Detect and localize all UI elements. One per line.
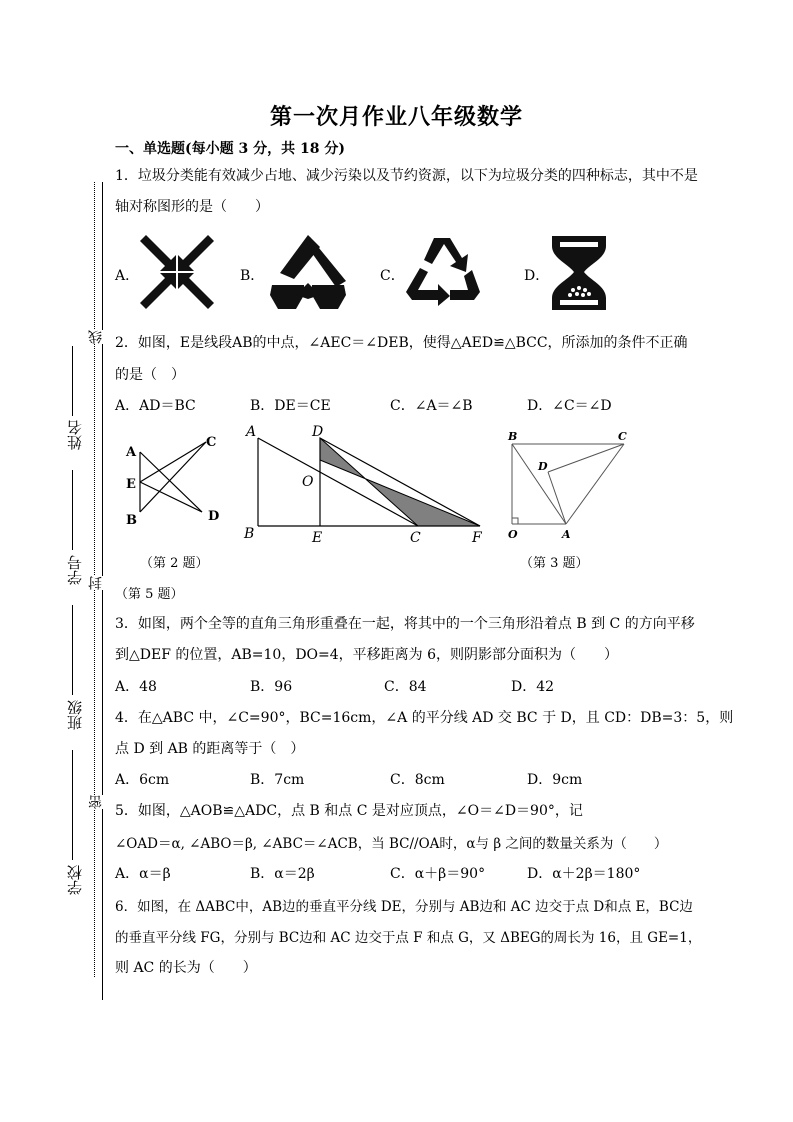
q3-option-d[interactable]: D．42 xyxy=(511,679,555,695)
q2-option-b[interactable]: B．DE＝CE xyxy=(250,398,331,414)
figure-q2 xyxy=(118,428,228,528)
fig2-caption: （第 2 题） xyxy=(140,556,209,571)
q4-text-line1: 4．在△ABC 中，∠C=90°，BC=16cm，∠A 的平分线 AD 交 BC 于 D，且 CD：DB=3：5，则 xyxy=(115,710,734,726)
q2-option-d[interactable]: D．∠C＝∠D xyxy=(527,398,612,414)
fig3-label-a: A xyxy=(562,528,571,541)
fig2-label-d: D xyxy=(208,509,220,524)
q1-option-a-symbol[interactable] xyxy=(138,233,216,311)
binding-solid-line xyxy=(102,182,103,1000)
figmid-label-d: D xyxy=(312,424,324,440)
q6-text-line1: 6．如图，在 ΔABC中，AB边的垂直平分线 DE，分别与 AB边和 AC 边交于点 D和点 E，BC边 xyxy=(115,899,693,915)
fig3-label-o: O xyxy=(508,528,518,541)
fig5-caption: （第 5 题） xyxy=(115,587,184,602)
q1-option-a-label: A． xyxy=(115,268,140,284)
q1-option-d-symbol[interactable] xyxy=(548,234,610,312)
class-field[interactable] xyxy=(72,605,73,695)
figmid-label-a: A xyxy=(246,424,257,440)
fig3-label-b: B xyxy=(508,430,518,443)
q3-option-c[interactable]: C．84 xyxy=(384,679,427,695)
fig3-label-c: C xyxy=(618,430,627,443)
q3-option-a[interactable]: A．48 xyxy=(115,679,157,695)
side-mark-feng: 封 xyxy=(88,576,104,590)
side-mark-xian: 线 xyxy=(88,330,104,344)
figure-translation xyxy=(240,420,495,545)
name-field[interactable] xyxy=(72,346,73,416)
q1-option-c-label: C． xyxy=(380,268,405,284)
q3-text-line2: 到△DEF 的位置，AB=10，DO=4，平移距离为 6，则阴影部分面积为（ ） xyxy=(115,647,619,663)
q1-option-b-label: B． xyxy=(240,268,265,284)
school-label: 学校 xyxy=(66,865,84,895)
fig2-label-b: B xyxy=(126,513,137,528)
q5-option-c[interactable]: C．α＋β＝90° xyxy=(390,866,486,882)
q1-option-b-symbol[interactable] xyxy=(266,233,350,311)
q5-option-b[interactable]: B．α＝2β xyxy=(250,866,315,882)
q4-option-d[interactable]: D．9cm xyxy=(527,772,583,788)
q5-option-a[interactable]: A．α＝β xyxy=(115,866,171,882)
q5-text-line1: 5．如图，△AOB≌△ADC，点 B 和点 C 是对应顶点，∠O＝∠D＝90°，记 xyxy=(115,803,583,819)
fig2-label-e: E xyxy=(126,477,136,492)
q1-text-line2: 轴对称图形的是（ ） xyxy=(115,199,269,215)
q2-text-line2: 的是（ ） xyxy=(115,367,185,383)
fig2-label-c: C xyxy=(206,435,217,450)
q1-option-d-label: D． xyxy=(524,268,550,284)
q6-text-line2: 的垂直平分线 FG，分别与 BC边和 AC 边交于点 F 和点 G，又 ΔBEG的周长为 16，且 GE=1， xyxy=(115,930,702,946)
q5-text-line2: ∠OAD＝α, ∠ABO＝β, ∠ABC＝∠ACB，当 BC//OA时，α与 β 之间的数量关系为（ ） xyxy=(115,836,668,852)
figmid-label-b: B xyxy=(244,526,255,542)
school-field[interactable] xyxy=(72,750,73,860)
fig3-caption: （第 3 题） xyxy=(520,556,589,571)
fig2-label-a: A xyxy=(126,445,137,460)
page-title: 第一次月作业八年级数学 xyxy=(269,104,523,130)
q1-option-c-symbol[interactable] xyxy=(404,234,482,308)
q4-option-c[interactable]: C．8cm xyxy=(390,772,445,788)
q4-option-b[interactable]: B．7cm xyxy=(250,772,305,788)
q3-text-line1: 3．如图，两个全等的直角三角形重叠在一起，将其中的一个三角形沿着点 B 到 C 的方向平移 xyxy=(115,616,695,632)
q2-text-line1: 2．如图，E是线段AB的中点，∠AEC＝∠DEB，使得△AED≌△BCC，所添加的条件不正确 xyxy=(115,335,688,351)
q2-option-c[interactable]: C．∠A＝∠B xyxy=(390,398,473,414)
figmid-label-c: C xyxy=(410,530,421,545)
fig3-label-d: D xyxy=(538,460,548,473)
q5-option-d[interactable]: D．α＋2β＝180° xyxy=(527,866,641,882)
q2-option-a[interactable]: A．AD＝BC xyxy=(115,398,196,414)
q4-option-a[interactable]: A．6cm xyxy=(115,772,170,788)
figure-q3 xyxy=(500,426,640,544)
figmid-label-o: O xyxy=(302,474,314,490)
q1-text-line1: 1．垃圾分类能有效减少占地、减少污染以及节约资源，以下为垃圾分类的四种标志，其中不是 xyxy=(115,168,698,184)
section-heading: 一、单选题(每小题 3 分，共 18 分) xyxy=(115,141,345,157)
id-label: 学号 xyxy=(66,555,84,585)
q3-option-b[interactable]: B．96 xyxy=(250,679,293,695)
q6-text-line3: 则 AC 的长为（ ） xyxy=(115,960,257,976)
id-field[interactable] xyxy=(72,470,73,550)
q4-text-line2: 点 D 到 AB 的距离等于（ ） xyxy=(115,741,305,757)
figmid-label-f: F xyxy=(472,530,482,545)
class-label: 班级 xyxy=(66,700,84,730)
side-mark-mi: 密 xyxy=(88,795,104,809)
name-label: 姓名 xyxy=(66,420,84,450)
figmid-label-e: E xyxy=(312,530,323,545)
